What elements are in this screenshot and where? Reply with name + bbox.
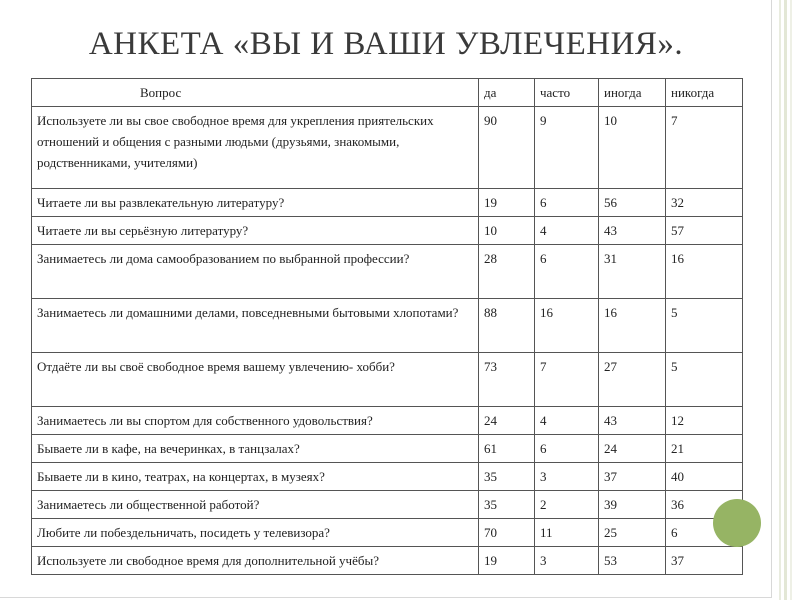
question-cell: Используете ли вы свое свободное время для укрепления приятельских отношений и общения с разными людьми (друзьями, знакомыми, родственниками, учителями) — [32, 107, 479, 189]
table-row — [32, 299, 743, 353]
sometimes-count-cell: 43 — [599, 407, 666, 435]
table-row — [32, 245, 743, 299]
table-row — [32, 435, 743, 463]
question-cell: Читаете ли вы развлекательную литературу? — [32, 189, 479, 217]
sometimes-count-cell: 37 — [599, 463, 666, 491]
table-row — [32, 407, 743, 435]
often-count-cell: 6 — [535, 245, 599, 299]
survey-table — [31, 78, 743, 575]
yes-count-cell: 24 — [479, 407, 535, 435]
yes-count-cell: 35 — [479, 491, 535, 519]
column-header-never: никогда — [666, 79, 743, 107]
yes-count-cell: 28 — [479, 245, 535, 299]
never-count-cell: 12 — [666, 407, 743, 435]
question-cell: Занимаетесь ли общественной работой? — [32, 491, 479, 519]
question-cell: Бываете ли в кафе, на вечеринках, в танцзалах? — [32, 435, 479, 463]
question-cell: Отдаёте ли вы своё свободное время вашему увлечению- хобби? — [32, 353, 479, 407]
never-count-cell: 21 — [666, 435, 743, 463]
often-count-cell: 11 — [535, 519, 599, 547]
table-row — [32, 519, 743, 547]
often-count-cell: 9 — [535, 107, 599, 189]
never-count-cell: 57 — [666, 217, 743, 245]
table-row — [32, 491, 743, 519]
never-count-cell: 5 — [666, 299, 743, 353]
column-header-sometimes: иногда — [599, 79, 666, 107]
sometimes-count-cell: 53 — [599, 547, 666, 575]
question-cell: Занимаетесь ли дома самообразованием по выбранной профессии? — [32, 245, 479, 299]
often-count-cell: 16 — [535, 299, 599, 353]
never-count-cell: 6 — [666, 519, 743, 547]
sometimes-count-cell: 10 — [599, 107, 666, 189]
page-title: АНКЕТА «ВЫ И ВАШИ УВЛЕЧЕНИЯ». — [88, 26, 684, 62]
table-row — [32, 189, 743, 217]
yes-count-cell: 90 — [479, 107, 535, 189]
yes-count-cell: 73 — [479, 353, 535, 407]
table-row — [32, 353, 743, 407]
never-count-cell: 37 — [666, 547, 743, 575]
sometimes-count-cell: 25 — [599, 519, 666, 547]
column-header-yes: да — [479, 79, 535, 107]
side-decoration — [790, 0, 792, 600]
question-cell: Читаете ли вы серьёзную литературу? — [32, 217, 479, 245]
often-count-cell: 6 — [535, 435, 599, 463]
sometimes-count-cell: 56 — [599, 189, 666, 217]
table-row — [32, 547, 743, 575]
sometimes-count-cell: 16 — [599, 299, 666, 353]
table-row — [32, 107, 743, 189]
question-cell: Занимаетесь ли домашними делами, повседневными бытовыми хлопотами? — [32, 299, 479, 353]
often-count-cell: 2 — [535, 491, 599, 519]
table-row — [32, 463, 743, 491]
decorative-circle — [713, 499, 761, 547]
side-decoration — [784, 0, 787, 600]
column-header-often: часто — [535, 79, 599, 107]
often-count-cell: 3 — [535, 463, 599, 491]
yes-count-cell: 88 — [479, 299, 535, 353]
table-header-row — [32, 79, 743, 107]
yes-count-cell: 19 — [479, 547, 535, 575]
never-count-cell: 40 — [666, 463, 743, 491]
never-count-cell: 5 — [666, 353, 743, 407]
yes-count-cell: 61 — [479, 435, 535, 463]
column-header-question: Вопрос — [32, 79, 479, 107]
table-row — [32, 217, 743, 245]
yes-count-cell: 70 — [479, 519, 535, 547]
sometimes-count-cell: 31 — [599, 245, 666, 299]
sometimes-count-cell: 39 — [599, 491, 666, 519]
never-count-cell: 32 — [666, 189, 743, 217]
yes-count-cell: 35 — [479, 463, 535, 491]
often-count-cell: 6 — [535, 189, 599, 217]
sometimes-count-cell: 43 — [599, 217, 666, 245]
question-cell: Бываете ли в кино, театрах, на концертах, в музеях? — [32, 463, 479, 491]
yes-count-cell: 10 — [479, 217, 535, 245]
often-count-cell: 7 — [535, 353, 599, 407]
question-cell: Занимаетесь ли вы спортом для собственного удовольствия? — [32, 407, 479, 435]
question-cell: Используете ли свободное время для дополнительной учёбы? — [32, 547, 479, 575]
never-count-cell: 36 — [666, 491, 743, 519]
sometimes-count-cell: 27 — [599, 353, 666, 407]
never-count-cell: 7 — [666, 107, 743, 189]
often-count-cell: 3 — [535, 547, 599, 575]
side-decoration — [779, 0, 781, 600]
yes-count-cell: 19 — [479, 189, 535, 217]
never-count-cell: 16 — [666, 245, 743, 299]
often-count-cell: 4 — [535, 407, 599, 435]
often-count-cell: 4 — [535, 217, 599, 245]
question-cell: Любите ли побездельничать, посидеть у телевизора? — [32, 519, 479, 547]
sometimes-count-cell: 24 — [599, 435, 666, 463]
